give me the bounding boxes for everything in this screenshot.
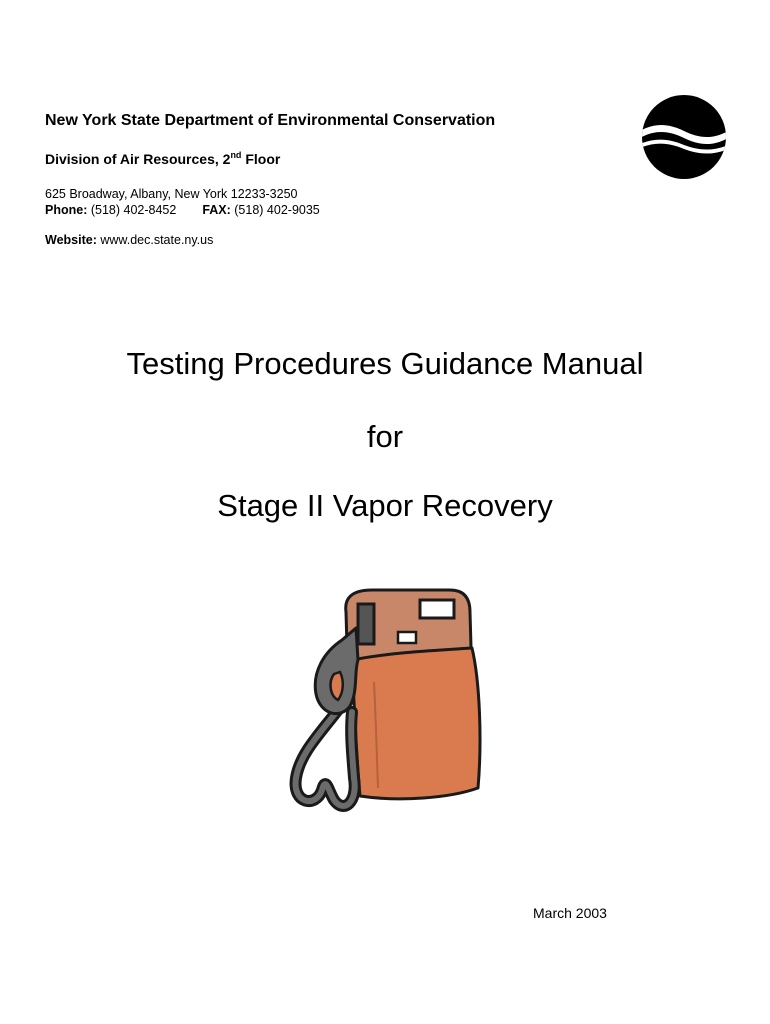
nys-dec-logo-icon bbox=[640, 93, 728, 181]
fax-value: (518) 402-9035 bbox=[230, 203, 320, 217]
document-title-line-3: Stage II Vapor Recovery bbox=[217, 488, 553, 523]
document-title-line-2: for bbox=[366, 419, 404, 454]
division-text: Division of Air Resources, 2 bbox=[45, 151, 231, 167]
division-superscript: nd bbox=[230, 150, 242, 160]
website-value: www.dec.state.ny.us bbox=[96, 233, 214, 247]
contact-line bbox=[45, 203, 320, 217]
phone-label: Phone: bbox=[45, 203, 88, 217]
gas-pump-icon bbox=[282, 582, 488, 814]
document-title-line-1: Testing Procedures Guidance Manual bbox=[126, 346, 644, 381]
website-line bbox=[45, 233, 213, 247]
division-line bbox=[45, 151, 280, 167]
organization-name: New York State Department of Environmental Conservation bbox=[45, 112, 496, 129]
division-floor: Floor bbox=[241, 151, 281, 167]
website-label: Website: bbox=[45, 233, 97, 247]
publication-date: March 2003 bbox=[533, 905, 607, 921]
phone-value: (518) 402-8452 bbox=[87, 203, 177, 217]
fax-label: FAX: bbox=[202, 203, 231, 217]
address-line: 625 Broadway, Albany, New York 12233-3250 bbox=[45, 187, 298, 201]
